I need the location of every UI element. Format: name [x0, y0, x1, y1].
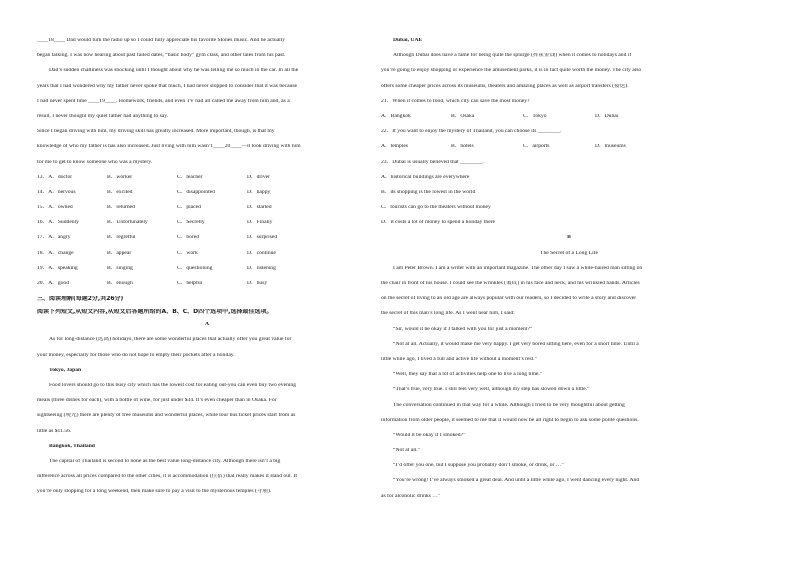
- option: B．appear: [107, 250, 132, 256]
- option: C．bored: [177, 235, 200, 241]
- text-line: result, I never thought my quiet father had anything to say.: [37, 113, 169, 119]
- text-line: offers some cheaper prices across its museums, theaters and amazing places as well as airport transfers (接送).: [381, 83, 629, 89]
- text-line: for me to get to know someone who was a mystery.: [37, 159, 153, 165]
- text-line: the secret of this man’s long life. As I went near him, I said:: [381, 311, 515, 317]
- text-line: your money, especially for those who do not hope to empty their pockets after a holiday.: [37, 352, 235, 358]
- question-21: 21．When it comes to food, which city can save the most money?: [381, 98, 530, 104]
- option: 19．A．speaking: [37, 265, 78, 271]
- option: B．hotels: [451, 144, 474, 150]
- text-line: difference across all prices compared to the other cities, it is accommodation (住宿) that really makes it stand out. If: [37, 474, 298, 480]
- text-line: on the secret of living to an old age are always popular with our readers, so I decided to write a story and discover: [381, 296, 637, 302]
- option: 13．A．doctor: [37, 174, 73, 180]
- text-line: you’re going to enjoy shopping or experience the amusement parks, it is in fact quite worth the money. The city also: [381, 68, 642, 74]
- left-column: [37, 38, 377, 504]
- option: D．museums: [595, 144, 626, 150]
- text-line: “I’d offer you one, but I suppose you probably don’t smoke, or drink, or …”: [393, 463, 564, 469]
- option: B．its shopping is the lowest in the world: [381, 189, 476, 195]
- text-line: As for long-distance (远离) holidays, there are some wonderful places that actually offer you great value for: [49, 337, 292, 343]
- option-row-18: [37, 251, 377, 266]
- option: D．Dubai: [595, 113, 619, 119]
- text-line: knowledge of who my father is has also increased. Just living with him wasn’t ____20____—it took driving with him: [37, 144, 301, 150]
- option-row-17: [37, 235, 377, 250]
- option: 15．A．owned: [37, 205, 73, 211]
- option-row-16: [37, 220, 377, 235]
- text-line: little as $11.56.: [37, 428, 72, 434]
- text-line: “That’s true, very true. I still feel very well, although my step has slowed down a little.”: [393, 387, 590, 393]
- option: A．Bangkok: [381, 113, 411, 119]
- passage-label: A: [204, 322, 210, 328]
- option: C．airports: [523, 144, 550, 150]
- option-row-14: [37, 190, 377, 205]
- text-line: information from older people, it seemed to me that it would now be all right to begin to ask some polite questions.: [381, 417, 639, 423]
- option: B．enough: [107, 281, 133, 286]
- option: 18．A．change: [37, 250, 74, 256]
- option: B．regretful: [107, 235, 136, 241]
- passage-label: B: [567, 235, 571, 241]
- text-line: as for alcoholic drinks …”: [381, 493, 441, 499]
- text-line: “You’re wrong! I’ve always smoked a great deal. And until a little while ago, I went dancing every night. And: [393, 478, 640, 484]
- option: B．Osaka: [451, 113, 475, 119]
- option: B．singing: [107, 265, 133, 271]
- option: D．started: [247, 205, 272, 211]
- subheading: Dubai, UAE: [393, 38, 423, 43]
- text-line: years that I had wondered why my father never spoke that much, I had never stopped to consider that it was because: [37, 83, 298, 89]
- option: C．placed: [177, 205, 201, 211]
- text-line: “Well, they say that a lot of activities help one to live a long time.”: [393, 372, 543, 378]
- option: C．Tokyo: [523, 113, 547, 119]
- text-line: began talking. I was now hearing about past failed dates, “basic body” gym class, and other tales from his past.: [37, 53, 286, 59]
- option-row-22: [381, 144, 757, 159]
- subheading: Bangkok, Thailand: [49, 443, 95, 449]
- passage-title: The Secret of a Long Life: [540, 250, 598, 256]
- option: D．driver: [247, 174, 270, 180]
- option: D．listening: [247, 265, 276, 271]
- text-line: little while ago, I lived a full and active life without a moment’s rest.”: [381, 356, 538, 362]
- text-line: Food lovers should go to this busy city which has the lowest cost for eating out-you can even buy two evening: [49, 382, 297, 388]
- question-23: 23．Dubai is usually believed that ________.: [381, 159, 484, 165]
- text-line: “Not at all.”: [393, 448, 421, 454]
- text-line: The capital of Thailand is second to none as the best value long-distance city. Although there isn’t a big: [49, 458, 281, 464]
- option: D．Finally: [247, 220, 273, 226]
- option: A．historical buildings are everywhere: [381, 174, 470, 180]
- option: D．surprised: [247, 235, 278, 241]
- option-row-15: [37, 205, 377, 220]
- text-line: Since I began driving with him, my driving skill has greatly increased. More important, though, is that my: [37, 129, 275, 135]
- text-line: “Not at all. Actually, it would make me very happy. I get very bored sitting here, even for a short time. Until a: [393, 341, 639, 347]
- text-line: sightseeing (观光) there are plenty of free museums and wonderful places, while tour bus ticket prices start from as: [37, 413, 296, 419]
- option: 14．A．nervous: [37, 189, 76, 195]
- text-line: ____18____ Dad would turn the radio up so I could fully appreciate his favorite Stones music. And he actually: [37, 38, 286, 43]
- option: C．teacher: [177, 174, 203, 180]
- option-row-21: [381, 114, 757, 129]
- option: A．temples: [381, 144, 409, 150]
- text-line: the chair in front of his house. I could see the wrinkles (皱纹) in his face and neck, and his wrinkled hands. Articles: [381, 281, 640, 286]
- text-line: meals (three dishes for each), with a bottle of wine, for just under $34. It’s even cheaper than in Osaka. For: [37, 398, 277, 404]
- section-instruction: 阅读下列短文,从短文内容,从短文后各题所给的A、B、C、D四个选项中,选择最佳选项。: [37, 309, 273, 316]
- option: D．busy: [247, 281, 268, 286]
- subheading: Tokyo, Japan: [49, 367, 82, 373]
- section-title: 三、阅读理解(每题2分,共26分): [37, 296, 124, 303]
- option-row-19: [37, 266, 377, 281]
- option: D．happy: [247, 189, 271, 195]
- option: B．Unfortunately: [107, 220, 148, 226]
- option: B．returned: [107, 205, 135, 211]
- option: C．helpful: [177, 281, 203, 286]
- option-row-20: [37, 281, 377, 296]
- option: 20．A．good: [37, 281, 70, 286]
- text-line: Dad’s sudden chattiness was shocking until I thought about why he was telling me so much in the car. In all the: [49, 68, 299, 74]
- option: D．it costs a lot of money to spend a holiday there: [381, 220, 496, 226]
- option: C．questioning: [177, 265, 213, 271]
- option: B．worker: [107, 174, 133, 180]
- option: 16．A．Suddenly: [37, 220, 79, 226]
- text-line: The conversation continued in that way for a while. Although I tried to be very thoughtful about getting: [393, 402, 625, 408]
- option-row-13: [37, 175, 377, 190]
- option: C．tourists can go to the theaters without money: [381, 205, 491, 211]
- text-line: “Would it be okay if I smoked?”: [393, 432, 466, 438]
- option: C．Secretly: [177, 220, 205, 226]
- option: 17．A．angry: [37, 235, 71, 241]
- text-line: you’re only stopping for a long weekend, then make sure to pay a visit to the mysterious temples (寺庙).: [37, 489, 272, 495]
- text-line: I am Peter Brown. I am a writer with an important magazine. The other day I saw a white-haired man sitting on: [393, 265, 643, 271]
- text-line: “Sir, would it be okay if I talked with you for just a moment?”: [393, 326, 533, 332]
- option: B．excited: [107, 189, 133, 195]
- text-line: I had never spent time ____19____. Homework, friends, and even TV had all called me away from him and, as a: [37, 98, 290, 104]
- option: C．disappointed: [177, 189, 215, 195]
- option: D．continue: [247, 250, 276, 256]
- right-column: [381, 38, 757, 509]
- option: C．work: [177, 250, 198, 256]
- question-22: 22．If you want to enjoy the mystery of Thailand, you can choose its ________.: [381, 129, 562, 135]
- text-line: Although Dubai does have a fame for being quite the splurge (挥霍金钱) when it comes to holidays and if: [393, 53, 632, 59]
